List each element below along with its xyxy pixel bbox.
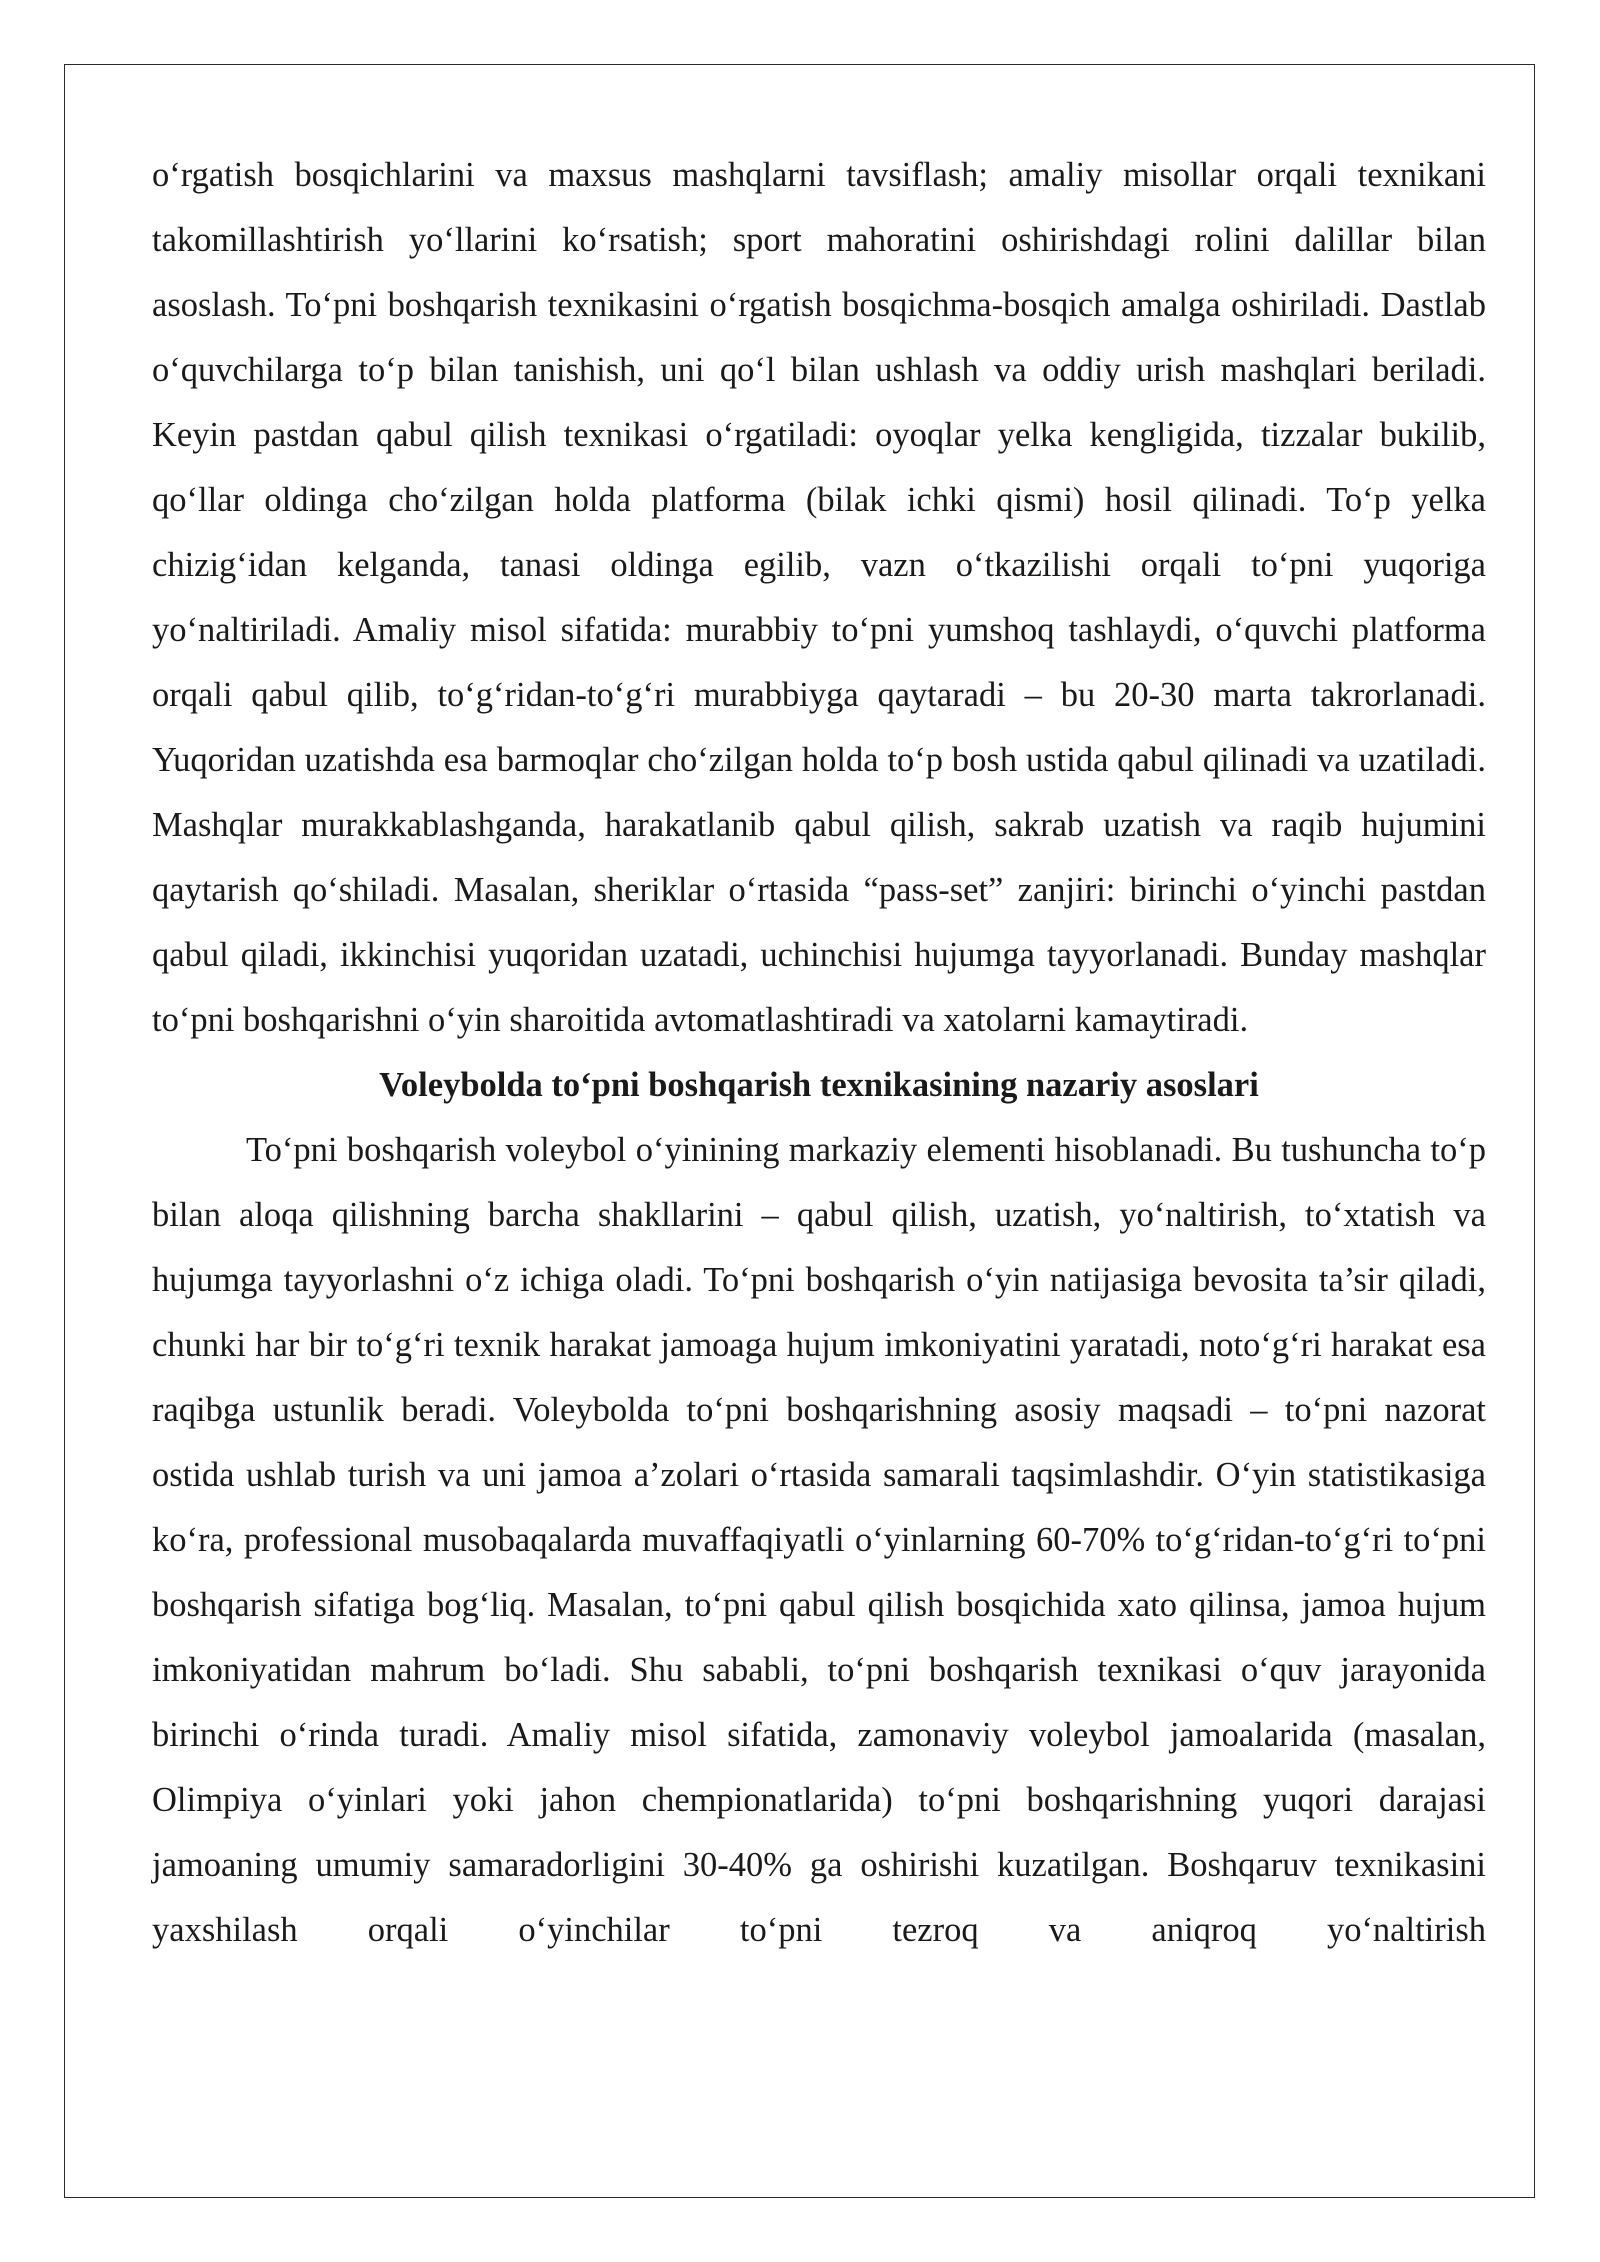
body-paragraph: o‘rgatish bosqichlarini va maxsus mashqlarni tavsiflash; amaliy misollar orqali texnikani takomillashtirish yo‘llarini ko‘rsatish; sport mahoratini oshirishdagi rolini dalillar bilan asoslash. To‘pni boshqarish texnikasini o‘rgatish bosqichma-bosqich amalga oshiriladi. Dastlab o‘quvchilarga to‘p bilan tanishish, uni qo‘l bilan ushlash va oddiy urish mashqlari beriladi. Keyin pastdan qabul qilish texnikasi o‘rgatiladi: oyoqlar yelka kengligida, tizzalar bukilib, qo‘llar oldinga cho‘zilgan holda platforma (bilak ichki qismi) hosil qilinadi. To‘p yelka chizig‘idan kelganda, tanasi oldinga egilib, vazn o‘tkazilishi orqali to‘pni yuqoriga yo‘naltiriladi. Amaliy misol sifatida: murabbiy to‘pni yumshoq tashlaydi, o‘quvchi platforma orqali qabul qilib, to‘g‘ridan-to‘g‘ri murabbiyga qaytaradi – bu 20-30 marta takrorlanadi. Yuqoridan uzatishda esa barmoqlar cho‘zilgan holda to‘p bosh ustida qabul qilinadi va uzatiladi. Mashqlar murakkablashganda, harakatlanib qabul qilish, sakrab uzatish va raqib hujumini qaytarish qo‘shiladi. Masalan, sheriklar o‘rtasida “pass-set” zanjiri: birinchi o‘yinchi pastdan qabul qiladi, ikkinchisi yuqoridan uzatadi, uchinchisi hujumga tayyorlanadi. Bunday mashqlar to‘pni boshqarishni o‘yin sharoitida avtomatlashtiradi va xatolarni kamaytiradi. (152, 156, 1486, 1039)
body-paragraph: To‘pni boshqarish voleybol o‘yinining markaziy elementi hisoblanadi. Bu tushuncha to‘p bilan aloqa qilishning barcha shakllarini – qabul qilish, uzatish, yo‘naltirish, to‘xtatish va hujumga tayyorlashni o‘z ichiga oladi. To‘pni boshqarish o‘yin natijasiga bevosita ta’sir qiladi, chunki har bir to‘g‘ri texnik harakat jamoaga hujum imkoniyatini yaratadi, noto‘g‘ri harakat esa raqibga ustunlik beradi. Voleybolda to‘pni boshqarishning asosiy maqsadi – to‘pni nazorat ostida ushlab turish va uni jamoa a’zolari o‘rtasida samarali taqsimlashdir. O‘yin statistikasiga ko‘ra, professional musobaqalarda muvaffaqiyatli o‘yinlarning 60-70% to‘g‘ridan-to‘g‘ri to‘pni boshqarish sifatiga bog‘liq. Masalan, to‘pni qabul qilish bosqichida xato qilinsa, jamoa hujum imkoniyatidan mahrum bo‘ladi. Shu sababli, to‘pni boshqarish texnikasi o‘quv jarayonida birinchi o‘rinda turadi. Amaliy misol sifatida, zamonaviy voleybol jamoalarida (masalan, Olimpiya o‘yinlari yoki jahon chempionatlarida) to‘pni boshqarishning yuqori darajasi jamoaning umumiy samaradorligini 30-40% ga oshirishi kuzatilgan. Boshqaruv texnikasini yaxshilash orqali o‘yinchilar to‘pni tezroq va aniqroq yo‘naltirish (152, 1131, 1486, 1949)
page-content (152, 143, 1486, 1963)
section-heading: Voleybolda to‘pni boshqarish texnikasining nazariy asoslari (379, 1066, 1259, 1104)
